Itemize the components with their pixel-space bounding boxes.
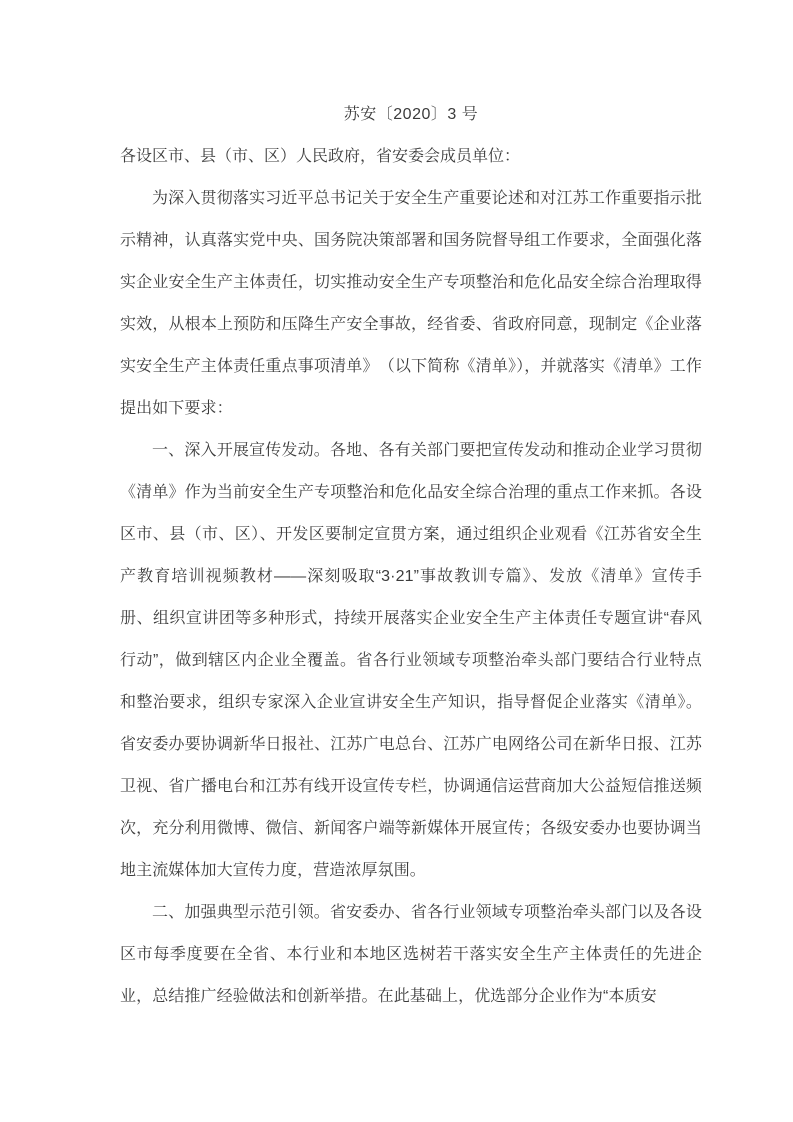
paragraph-section-one: 一、深入开展宣传发动。各地、各有关部门要把宣传发动和推动企业学习贯彻《清单》作为当前安全生产专项整治和危化品安全综合治理的重点工作来抓。各设区市、县（市、区）、开发区要制定宣贯方案，通过组织企业观看《江苏省安全生产教育培训视频教材——深刻吸取“3·21”事故教训专篇》、发放《清单》宣传手册、组织宣讲团等多种形式，持续开展落实企业安全生产主体责任专题宣讲“春风行动”，做到辖区内企业全覆盖。省各行业领域专项整治牵头部门要结合行业特点和整治要求，组织专家深入企业宣讲安全生产知识，指导督促企业落实《清单》。省安委办要协调新华日报社、江苏广电总台、江苏广电网络公司在新华日报、江苏卫视、省广播电台和江苏有线开设宣传专栏，协调通信运营商加大公益短信推送频次，充分利用微博、微信、新闻客户端等新媒体开展宣传；各级安委办也要协调当地主流媒体加大宣传力度，营造浓厚氛围。	[120, 442, 702, 879]
doc-number: 苏安〔2020〕3 号	[343, 106, 479, 123]
salutation-line: 各设区市、县（市、区）人民政府，省安委会成员单位：	[120, 148, 521, 165]
paragraph-section-two: 二、加强典型示范引领。省安委办、省各行业领域专项整治牵头部门以及各设区市每季度要在全省、本行业和本地区选树若干落实安全生产主体责任的先进企业，总结推广经验做法和创新举措。在此基础上，优选部分企业作为“本质安	[120, 904, 702, 1005]
paragraph-intro: 为深入贯彻落实习近平总书记关于安全生产重要论述和对江苏工作重要指示批示精神，认真落实党中央、国务院决策部署和国务院督导组工作要求，全面强化落实企业安全生产主体责任，切实推动安全生产专项整治和危化品安全综合治理取得实效，从根本上预防和压降生产安全事故，经省委、省政府同意，现制定《企业落实安全生产主体责任重点事项清单》 （以下简称《清单》），并就落实《清单》工作提出如下要求：	[120, 190, 702, 417]
